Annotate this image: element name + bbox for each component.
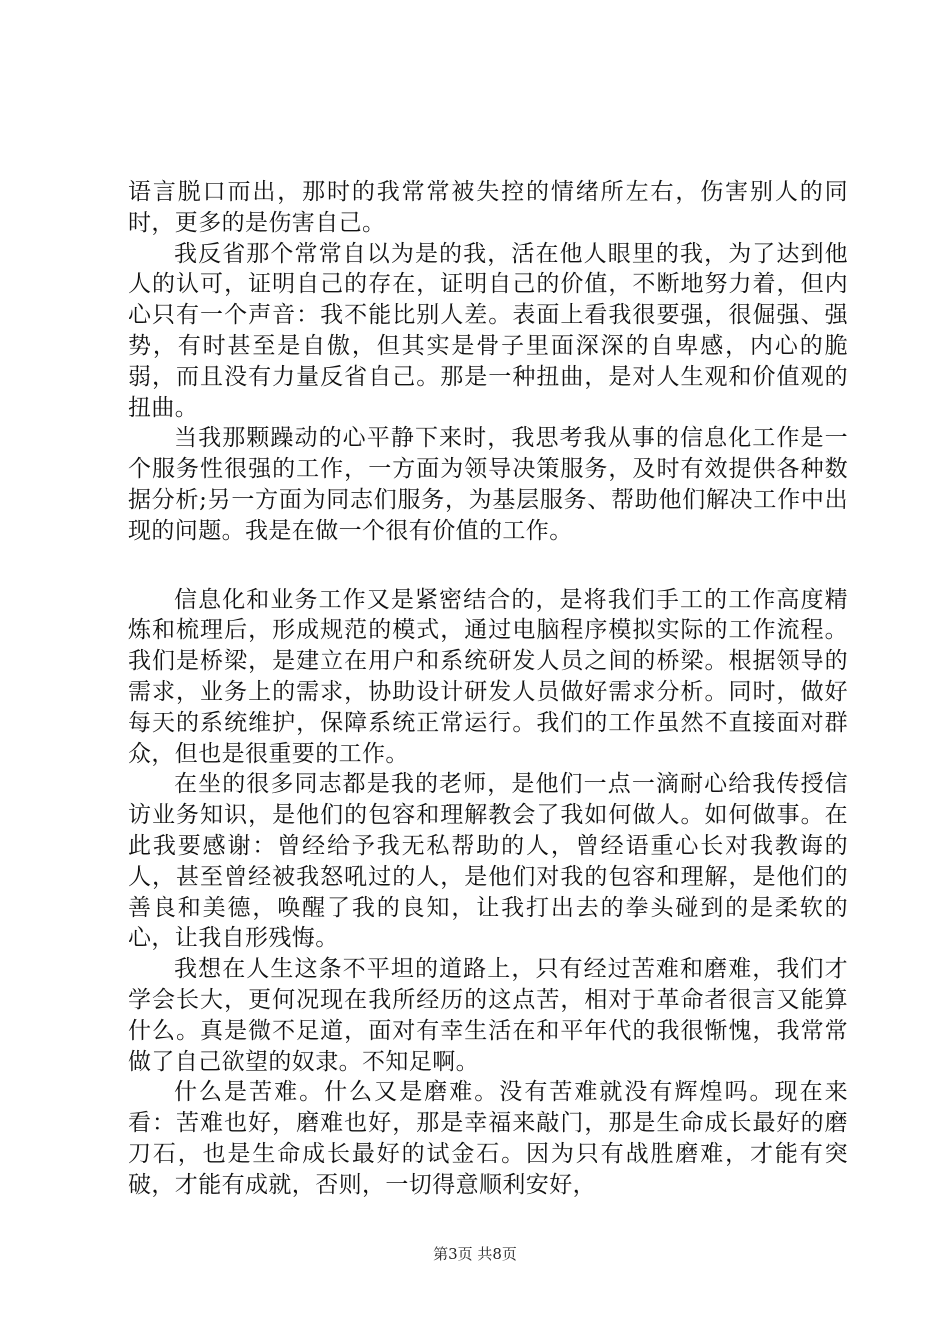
page-footer: 第3页 共8页: [433, 1245, 517, 1263]
paragraph-3: 当我那颗躁动的心平静下来时，我思考我从事的信息化工作是一个服务性很强的工作，一方面为领导决策服务，及时有效提供各种数据分析;另一方面为同志们服务，为基层服务、帮助他们解决工作中出现的问题。我是在做一个很有价值的工作。: [128, 425, 848, 544]
paragraph-2: 我反省那个常常自以为是的我，活在他人眼里的我，为了达到他人的认可，证明自己的存在，证明自己的价值，不断地努力着，但内心只有一个声音：我不能比别人差。表面上看我很要强，很倔强、强势，有时甚至是自傲，但其实是骨子里面深深的自卑感，内心的脆弱，而且没有力量反省自己。那是一种扭曲，是对人生观和价值观的扭曲。: [128, 240, 848, 421]
document-body: [128, 177, 848, 1201]
paragraph-7: 什么是苦难。什么又是磨难。没有苦难就没有辉煌吗。现在来看：苦难也好，磨难也好，那是幸福来敲门，那是生命成长最好的磨刀石，也是生命成长最好的试金石。因为只有战胜磨难，才能有突破，才能有成就，否则，一切得意顺利安好，: [128, 1079, 848, 1198]
paragraph-5: 在坐的很多同志都是我的老师，是他们一点一滴耐心给我传授信访业务知识，是他们的包容和理解教会了我如何做人。如何做事。在此我要感谢：曾经给予我无私帮助的人，曾经语重心长对我教诲的人，甚至曾经被我怒吼过的人，是他们对我的包容和理解，是他们的善良和美德，唤醒了我的良知，让我打出去的拳头碰到的是柔软的心，让我自形残悔。: [128, 771, 848, 952]
paragraph-4: 信息化和业务工作又是紧密结合的，是将我们手工的工作高度精炼和梳理后，形成规范的模式，通过电脑程序模拟实际的工作流程。我们是桥梁，是建立在用户和系统研发人员之间的桥梁。根据领导的需求，业务上的需求，协助设计研发人员做好需求分析。同时，做好每天的系统维护，保障系统正常运行。我们的工作虽然不直接面对群众，但也是很重要的工作。: [128, 586, 848, 767]
paragraph-6: 我想在人生这条不平坦的道路上，只有经过苦难和磨难，我们才学会长大，更何况现在我所经历的这点苦，相对于革命者很言又能算什么。真是微不足道，面对有幸生活在和平年代的我很惭愧，我常常做了自己欲望的奴隶。不知足啊。: [128, 956, 848, 1075]
paragraph-1: 语言脱口而出，那时的我常常被失控的情绪所左右，伤害别人的同时，更多的是伤害自己。: [128, 179, 848, 236]
